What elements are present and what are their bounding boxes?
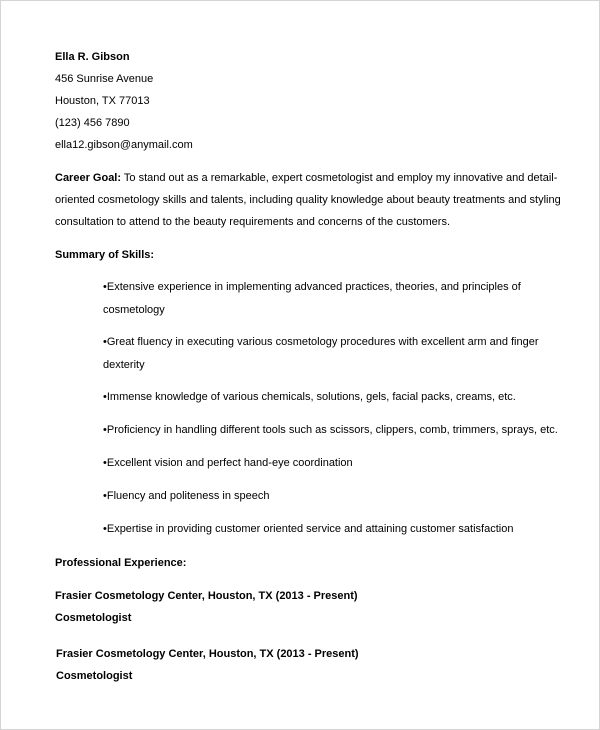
job-2-employer: Frasier Cosmetology Center, Houston, TX (2013 - Present)	[56, 648, 359, 660]
skill-item-6: •Fluency and politeness in speech	[103, 490, 270, 502]
contact-city: Houston, TX 77013	[55, 95, 150, 107]
skill-item-4: •Proficiency in handling different tools such as scissors, clippers, comb, trimmers, sprays, etc.	[103, 424, 558, 436]
career-goal-line-1	[55, 171, 557, 185]
career-goal-line-2: oriented cosmetology skills and talents, including quality knowledge about beauty treatments and styling	[55, 194, 561, 206]
experience-heading: Professional Experience:	[55, 557, 187, 569]
job-1-title: Cosmetologist	[55, 612, 132, 624]
career-goal-line-3: consultation to attend to the beauty requirements and concerns of the customers.	[55, 216, 451, 228]
skill-item-5: •Excellent vision and perfect hand-eye coordination	[103, 457, 353, 469]
job-2-title: Cosmetologist	[56, 670, 133, 682]
skills-heading: Summary of Skills:	[55, 249, 155, 261]
contact-phone: (123) 456 7890	[55, 117, 130, 129]
job-1-employer: Frasier Cosmetology Center, Houston, TX (2013 - Present)	[55, 590, 358, 602]
skill-item-1-line-2: cosmetology	[103, 304, 165, 316]
skill-item-2-line-2: dexterity	[103, 359, 145, 371]
skill-item-2-line-1: •Great fluency in executing various cosmetology procedures with excellent arm and finger	[103, 336, 539, 348]
contact-name: Ella R. Gibson	[55, 51, 130, 63]
contact-email: ella12.gibson@anymail.com	[55, 139, 193, 151]
skill-item-3: •Immense knowledge of various chemicals, solutions, gels, facial packs, creams, etc.	[103, 391, 516, 403]
contact-address: 456 Sunrise Avenue	[55, 73, 154, 85]
career-goal-label: Career Goal:	[55, 172, 122, 184]
skill-item-7: •Expertise in providing customer oriented service and attaining customer satisfaction	[103, 523, 514, 535]
career-goal-text-1: To stand out as a remarkable, expert cosmetologist and employ my innovative and detail-	[121, 172, 558, 184]
skill-item-1-line-1: •Extensive experience in implementing advanced practices, theories, and principles of	[103, 281, 521, 293]
